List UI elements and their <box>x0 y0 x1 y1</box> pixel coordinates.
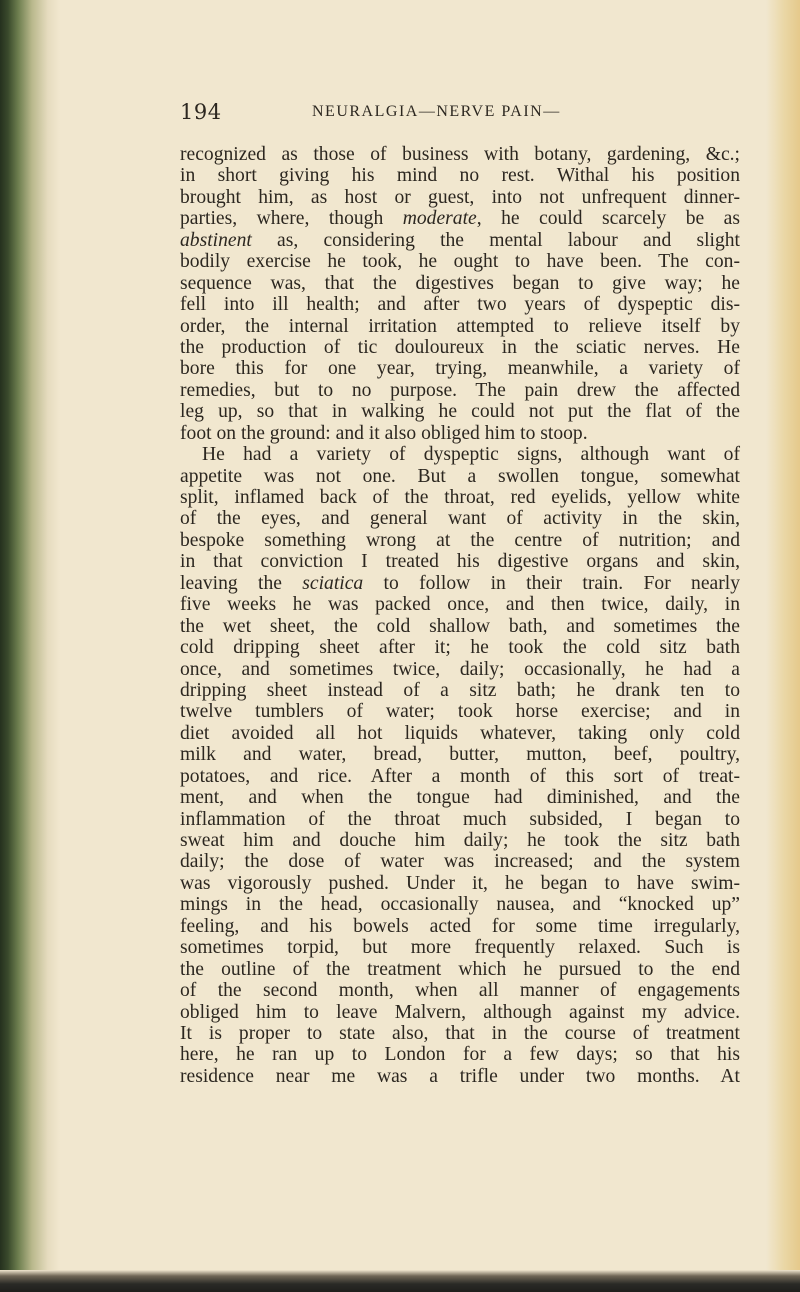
bottom-edge-shadow <box>0 1270 800 1292</box>
text-fragment: as, considering the mental labour and slight <box>251 229 740 251</box>
running-title: NEURALGIA—NERVE PAIN— <box>312 103 561 120</box>
text-line <box>180 573 740 594</box>
text-fragment: the outline of the treatment which he pursued to the end <box>180 958 740 980</box>
italic-text: sciatica <box>302 572 364 594</box>
text-line <box>180 187 740 208</box>
text-fragment: appetite was not one. But a swollen tongue, somewhat <box>180 465 740 487</box>
text-line <box>180 766 740 787</box>
text-fragment: bore this for one year, trying, meanwhile, a variety of <box>180 358 740 380</box>
book-binding-shadow <box>0 0 60 1292</box>
text-fragment: here, he ran up to London for a few days; so that his <box>180 1044 740 1066</box>
text-fragment: of the second month, when all manner of engagements <box>180 980 740 1002</box>
text-fragment: in short giving his mind no rest. Withal his position <box>180 165 740 187</box>
text-fragment: leaving the <box>180 572 303 594</box>
italic-text: moderate <box>402 208 477 230</box>
text-line <box>180 251 740 272</box>
text-line <box>180 380 740 401</box>
text-fragment: five weeks he was packed once, and then twice, daily, in <box>180 594 740 616</box>
text-fragment: milk and water, bread, butter, mutton, beef, poultry, <box>180 744 740 766</box>
text-line <box>180 637 740 658</box>
text-fragment: the production of tic douloureux in the sciatic nerves. He <box>180 336 740 358</box>
text-line <box>180 787 740 808</box>
text-fragment: It is proper to state also, that in the course of treatment <box>180 1022 740 1044</box>
text-line <box>180 1002 740 1023</box>
text-line <box>180 358 740 379</box>
text-fragment: bodily exercise he took, he ought to have been. The con- <box>180 251 740 273</box>
text-fragment: inflammation of the throat much subsided, I began to <box>180 808 740 830</box>
text-line <box>180 830 740 851</box>
text-fragment: mings in the head, occasionally nausea, and “knocked up” <box>180 894 740 916</box>
text-line <box>180 916 740 937</box>
text-line <box>180 487 740 508</box>
text-fragment: , he could scarcely be as <box>476 208 740 230</box>
text-line <box>180 423 740 444</box>
text-fragment: leg up, so that in walking he could not put the flat of the <box>180 401 740 423</box>
text-fragment: remedies, but to no purpose. The pain drew the affected <box>180 379 740 401</box>
text-fragment: potatoes, and rice. After a month of this sort of treat- <box>180 765 740 787</box>
text-line <box>180 616 740 637</box>
text-line <box>180 744 740 765</box>
text-fragment: foot on the ground: and it also obliged him to stoop. <box>180 422 588 444</box>
text-fragment: cold dripping sheet after it; he took the cold sitz bath <box>180 637 740 659</box>
text-fragment: fell into ill health; and after two years of dyspeptic dis- <box>180 294 740 316</box>
text-line <box>180 1066 740 1087</box>
text-line <box>180 444 740 465</box>
text-line <box>180 401 740 422</box>
text-line <box>180 894 740 915</box>
text-line <box>180 659 740 680</box>
text-line <box>180 701 740 722</box>
text-fragment: bespoke something wrong at the centre of nutrition; and <box>180 529 740 551</box>
text-fragment: was vigorously pushed. Under it, he began to have swim- <box>180 872 740 894</box>
text-line <box>180 980 740 1001</box>
text-line <box>180 165 740 186</box>
page-number: 194 <box>180 100 222 124</box>
text-fragment: feeling, and his bowels acted for some time irregularly, <box>180 915 740 937</box>
text-line <box>180 230 740 251</box>
body-text <box>180 144 740 1087</box>
text-fragment: residence near me was a trifle under two months. At <box>180 1065 740 1087</box>
text-fragment: in that conviction I treated his digestive organs and skin, <box>180 551 740 573</box>
page-edge <box>766 0 800 1292</box>
text-line <box>180 530 740 551</box>
text-line <box>180 851 740 872</box>
text-fragment: once, and sometimes twice, daily; occasionally, he had a <box>180 658 740 680</box>
text-line <box>180 1023 740 1044</box>
text-line <box>180 337 740 358</box>
page-header <box>180 100 740 130</box>
text-line <box>180 873 740 894</box>
text-line <box>180 273 740 294</box>
text-line <box>180 723 740 744</box>
text-line <box>180 551 740 572</box>
text-fragment: sometimes torpid, but more frequently relaxed. Such is <box>180 937 740 959</box>
text-line <box>180 208 740 229</box>
text-fragment: to follow in their train. For nearly <box>363 572 741 594</box>
text-line <box>180 937 740 958</box>
text-fragment: the wet sheet, the cold shallow bath, and sometimes the <box>180 615 740 637</box>
text-fragment: He had a variety of dyspeptic signs, although want of <box>202 444 740 466</box>
text-line <box>180 144 740 165</box>
text-fragment: obliged him to leave Malvern, although against my advice. <box>180 1001 740 1023</box>
text-fragment: ment, and when the tongue had diminished, and the <box>180 787 740 809</box>
text-line <box>180 594 740 615</box>
text-line <box>180 959 740 980</box>
text-fragment: of the eyes, and general want of activity in the skin, <box>180 508 740 530</box>
text-fragment: split, inflamed back of the throat, red eyelids, yellow white <box>180 487 740 508</box>
text-fragment: dripping sheet instead of a sitz bath; he drank ten to <box>180 679 740 701</box>
text-line <box>180 680 740 701</box>
text-fragment: sweat him and douche him daily; he took the sitz bath <box>180 830 740 851</box>
text-fragment: sequence was, that the digestives began to give way; he <box>180 272 740 294</box>
text-fragment: brought him, as host or guest, into not unfrequent dinner- <box>180 186 740 208</box>
text-fragment: parties, where, though <box>180 208 403 230</box>
text-fragment: daily; the dose of water was increased; and the system <box>180 851 740 873</box>
text-line <box>180 316 740 337</box>
text-line <box>180 809 740 830</box>
text-fragment: twelve tumblers of water; took horse exercise; and in <box>180 701 740 723</box>
text-line <box>180 1044 740 1065</box>
text-line <box>180 466 740 487</box>
text-line <box>180 294 740 315</box>
italic-text: abstinent <box>180 229 252 251</box>
text-line <box>180 508 740 529</box>
text-fragment: recognized as those of business with botany, gardening, &c.; <box>180 144 740 165</box>
text-fragment: diet avoided all hot liquids whatever, taking only cold <box>180 722 740 744</box>
text-fragment: order, the internal irritation attempted to relieve itself by <box>180 315 740 337</box>
